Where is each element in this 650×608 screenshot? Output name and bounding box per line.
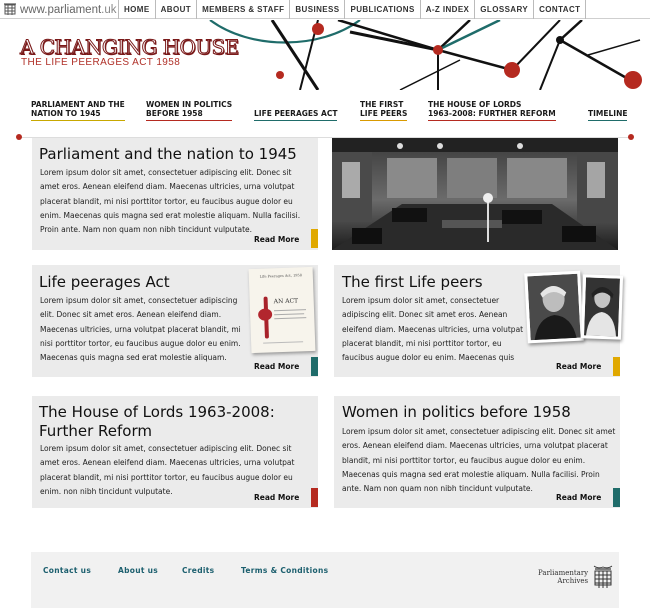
document-line (263, 341, 303, 343)
card-life-peerages-act (32, 265, 318, 377)
document-line (274, 309, 306, 311)
read-more-link[interactable]: Read More (254, 235, 300, 244)
section-life-peerages-act[interactable] (254, 100, 337, 121)
card-accent (311, 357, 318, 376)
card-body: Lorem ipsum dolor sit amet, consectetuer adipiscing elit. Donec sit amet eros. Aenean eleifend diam. Maecenas ultricies, urna volutpat placerat blandit, mi nisi porttitor tortor, eu faucibus augue dolor eu enim. Maecenas quis magna sed erat molestie aliquam. Nulla facilisi. Proin ante. Nam non quam non nibh tincidunt vulputate. (40, 168, 301, 235)
card-body: Lorem ipsum dolor sit amet, consectetuer adipiscing elit. Donec sit amet eros. Aenean eleifend diam. Maecenas ultricies, urna volutpat placerat blandit, mi nisi porttitor tortor, eu faucibus augue dolor eu enim. non nibh tincidunt vulputate. (40, 444, 295, 496)
top-bar (0, 0, 650, 19)
card-accent (613, 357, 620, 376)
section-timeline[interactable] (588, 100, 627, 121)
footer (31, 552, 619, 608)
card-accent (613, 488, 620, 507)
card-body: Lorem ipsum dolor sit amet, consectetuer adipiscing elit. Donec sit amet eros. Aenean eleifend diam. Maecenas ultricies, urna volutpat placerat blandit, mi nisi porttitor tortor, eu faucibus augue dolor eu enim. Maecenas quis magna sed erat molestie aliquam. (40, 296, 241, 363)
card-title: The first Life peers (342, 273, 483, 291)
peer-photo-2 (581, 274, 623, 339)
nav-about[interactable]: ABOUT (155, 0, 196, 19)
page-title: A CHANGING HOUSE (20, 35, 239, 59)
read-more-link[interactable]: Read More (556, 493, 602, 502)
section-women-politics[interactable] (146, 100, 232, 121)
section-parliament-nation[interactable] (31, 100, 125, 121)
section-label-line1: THE HOUSE OF LORDS (428, 100, 522, 109)
section-label-line2: BEFORE 1958 (146, 109, 203, 118)
footer-terms-link[interactable]: Terms & Conditions (241, 566, 329, 575)
read-more-link[interactable]: Read More (254, 493, 300, 502)
divider-dot-right (628, 134, 634, 140)
document-title: AN ACT (273, 297, 299, 306)
portrait-icon (527, 274, 580, 341)
section-label-line1: WOMEN IN POLITICS (146, 100, 233, 109)
card-body: Lorem ipsum dolor sit amet, consectetuer adipiscing elit. Donec sit amet eros. Aenean eleifend diam. Maecenas ultricies, urna volutpat placerat blandit, mi nisi porttitor tortor, eu faucibus augue dolor eu enim. Maecenas quis (342, 296, 524, 363)
document-line (274, 313, 304, 315)
site-header (0, 20, 650, 90)
section-label-line1 (588, 100, 627, 109)
section-label-line1: THE FIRST (360, 100, 404, 109)
archives-line1: Parliamentary (538, 569, 589, 577)
archives-line2: Archives (557, 577, 589, 585)
footer-about-link[interactable]: About us (118, 566, 159, 575)
nav-az-index[interactable]: A-Z INDEX (420, 0, 475, 19)
archives-label (538, 569, 588, 585)
section-label-line2: NATION TO 1945 (31, 109, 101, 118)
page-subtitle: THE LIFE PEERAGES ACT 1958 (21, 57, 181, 68)
card-title: The House of Lords 1963-2008: Further Reform (39, 403, 275, 440)
section-label-line2: LIFE PEERAGES ACT (254, 109, 338, 118)
portrait-icon (584, 277, 620, 336)
section-label-line2: 1963-2008: FURTHER REFORM (428, 109, 556, 118)
document-line (274, 317, 306, 319)
logo-name: www.parliament (20, 3, 102, 16)
card-accent (311, 488, 318, 507)
top-navigation (118, 0, 586, 19)
divider-dot-left (16, 134, 22, 140)
nav-publications[interactable]: PUBLICATIONS (344, 0, 419, 19)
section-label-line1 (254, 100, 337, 109)
section-label-line2: TIMELINE (588, 109, 628, 118)
nav-glossary[interactable]: GLOSSARY (474, 0, 533, 19)
parliamentary-archives-logo[interactable] (538, 565, 614, 589)
act-document-image (249, 267, 316, 353)
card-title: Women in politics before 1958 (342, 403, 571, 421)
card-title: Life peerages Act (39, 273, 170, 291)
read-more-link[interactable]: Read More (556, 362, 602, 371)
wax-seal (258, 308, 272, 320)
card-title: Parliament and the nation to 1945 (39, 145, 297, 163)
peer-photo-1 (524, 271, 584, 344)
logo-domain: .uk (101, 3, 117, 16)
section-first-life-peers[interactable] (360, 100, 407, 121)
card-accent (311, 229, 318, 248)
footer-credits-link[interactable]: Credits (182, 566, 215, 575)
section-label-line2: LIFE PEERS (360, 109, 408, 118)
nav-home[interactable]: HOME (118, 0, 155, 19)
portcullis-icon (592, 565, 614, 589)
section-house-of-lords[interactable] (428, 100, 556, 121)
card-house-of-lords (32, 396, 318, 508)
card-body: Lorem ipsum dolor sit amet, consectetuer adipiscing elit. Donec sit amet eros. Aenean eleifend diam. Maecenas ultricies, urna volutpat placerat blandit, mi nisi porttitor tortor, eu faucibus augue dolor eu enim. Maecenas quis magna sed erat molestie aliquam. Nulla facilisi. Proin ante. Nam non quam non nibh tincidunt vulputate. (342, 427, 616, 494)
nav-members-staff[interactable]: MEMBERS & STAFF (196, 0, 289, 19)
card-parliament-nation (32, 138, 318, 250)
footer-contact-link[interactable]: Contact us (43, 566, 92, 575)
parliament-logo[interactable] (4, 2, 117, 17)
nav-contact[interactable]: CONTACT (533, 0, 586, 19)
section-label-line1: PARLIAMENT AND THE (31, 100, 125, 109)
read-more-link[interactable]: Read More (254, 362, 300, 371)
document-heading: Life Peerages Act, 1958 (259, 273, 303, 279)
chamber-photo (332, 138, 618, 250)
card-first-life-peers (334, 265, 620, 377)
nav-business[interactable]: BUSINESS (289, 0, 344, 19)
portcullis-icon (4, 3, 16, 16)
card-women-politics (334, 396, 620, 508)
